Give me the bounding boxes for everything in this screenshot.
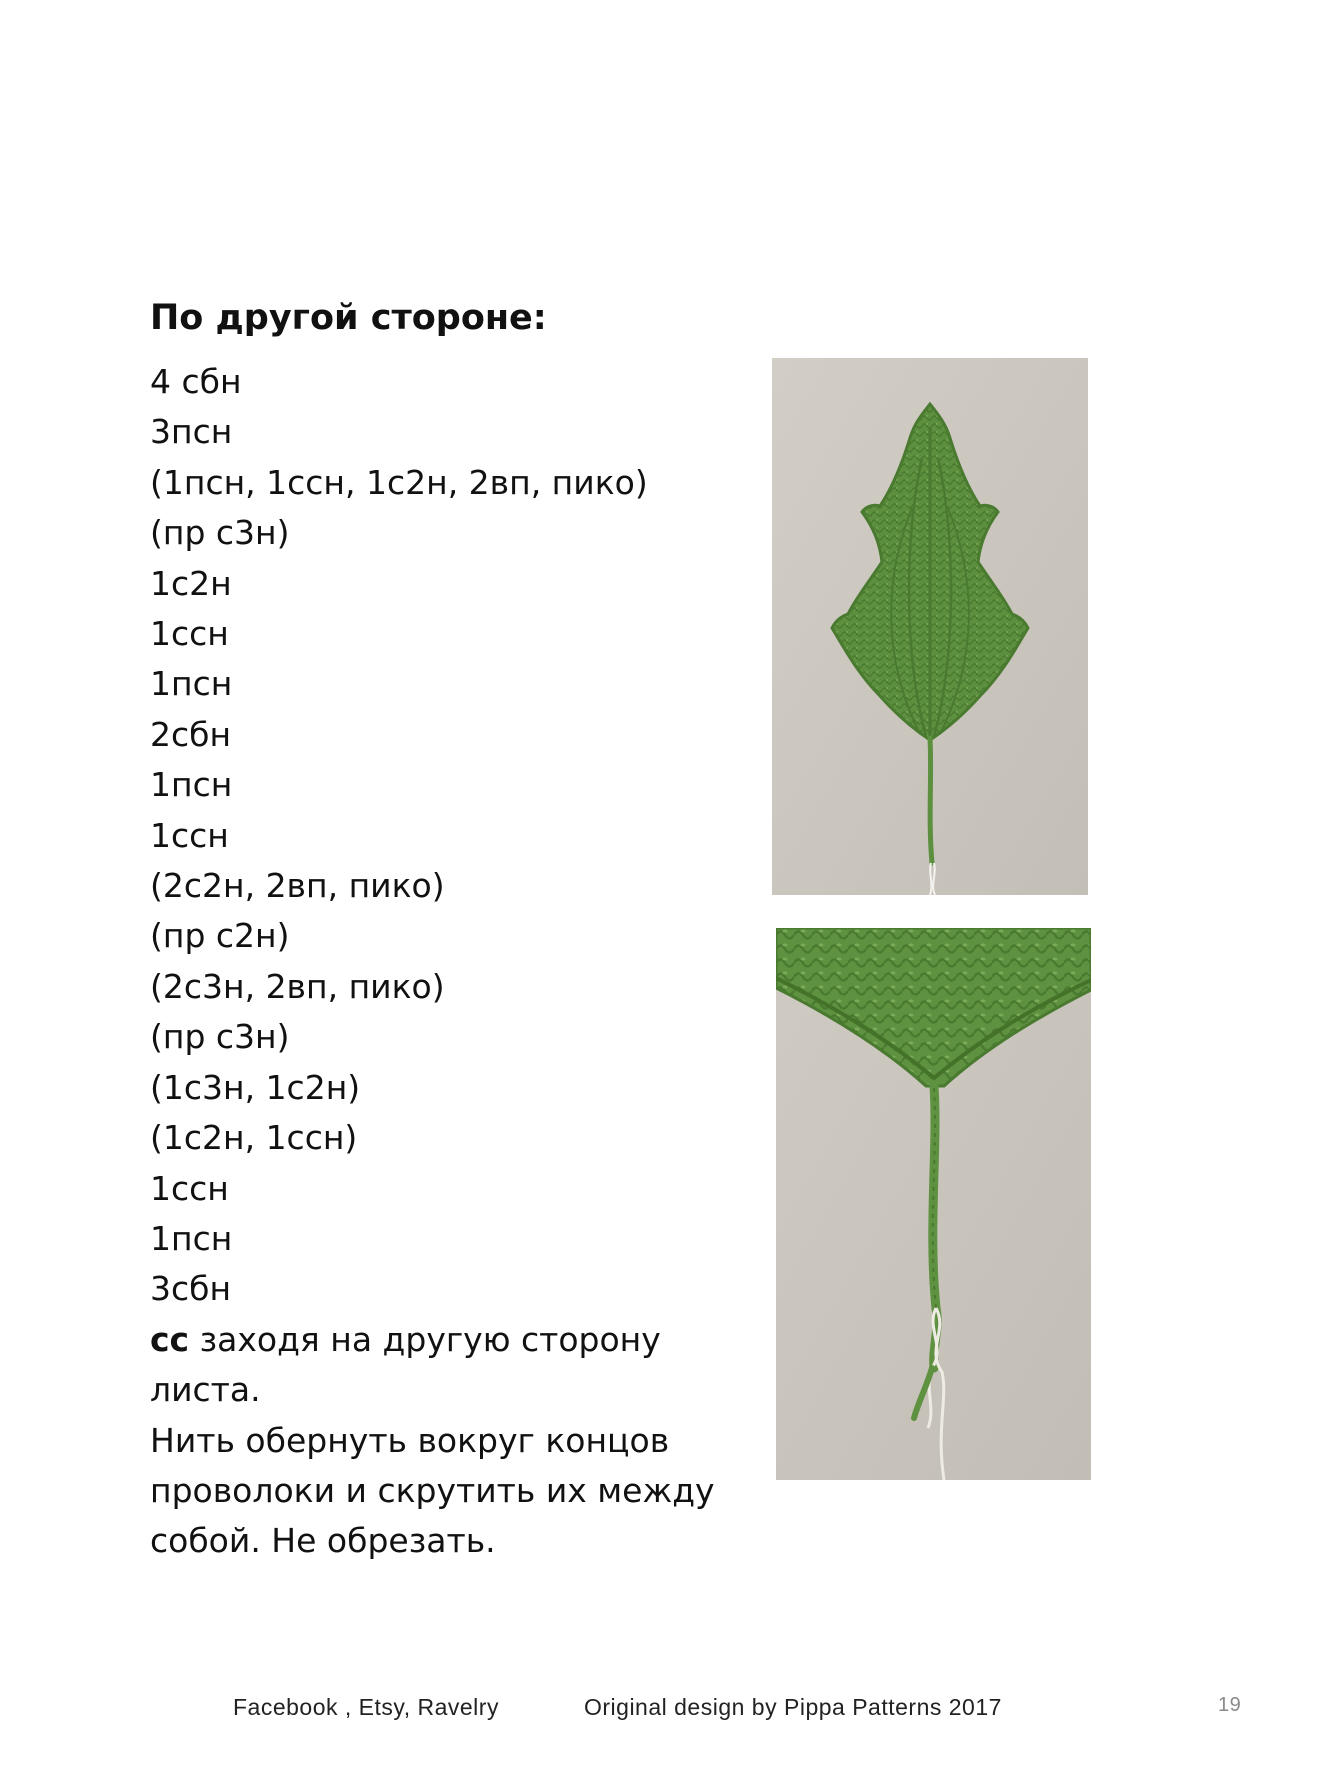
step-line: (2с2н, 2вп, пико) (150, 866, 445, 906)
step-line: 1псн (150, 1218, 233, 1258)
section-heading: По другой стороне: (150, 298, 547, 338)
final-step-text: заходя на другую сторону (189, 1319, 661, 1359)
step-line: 1ссн (150, 1168, 229, 1208)
stem-closeup-photo (776, 928, 1091, 1480)
bold-abbreviation: сс (150, 1319, 190, 1359)
instruction-steps (150, 357, 750, 1567)
step-line: (пр с3н) (150, 513, 290, 553)
step-line: (пр с3н) (150, 1017, 290, 1057)
step-line: (1с2н, 1ссн) (150, 1118, 358, 1158)
final-step-continuation: листа. (150, 1370, 261, 1410)
step-line: (2с3н, 2вп, пико) (150, 966, 445, 1006)
step-line: 1псн (150, 765, 233, 805)
final-step-line (150, 1315, 750, 1365)
step-line: 1с2н (150, 563, 232, 603)
note-line: проволоки и скрутить их между (150, 1470, 715, 1510)
page-number: 19 (1218, 1694, 1242, 1716)
crochet-stem-image (776, 928, 1091, 1480)
footer-social-links: Facebook , Etsy, Ravelry (233, 1694, 499, 1720)
step-line: 2сбн (150, 714, 232, 754)
leaf-photo (772, 358, 1088, 895)
step-line: 3сбн (150, 1269, 232, 1309)
step-line: 1ссн (150, 815, 229, 855)
note-line: Нить обернуть вокруг концов (150, 1420, 670, 1460)
step-line: 1ссн (150, 614, 229, 654)
step-line: 3псн (150, 412, 233, 452)
step-line: (пр с2н) (150, 916, 290, 956)
step-line: 1псн (150, 664, 233, 704)
footer-credit: Original design by Pippa Patterns 2017 (584, 1694, 1002, 1720)
step-line: 4 сбн (150, 362, 242, 401)
step-line: (1псн, 1ссн, 1с2н, 2вп, пико) (150, 462, 648, 502)
crochet-leaf-image (772, 358, 1088, 895)
note-line: собой. Не обрезать. (150, 1521, 496, 1561)
step-line: (1с3н, 1с2н) (150, 1067, 361, 1107)
